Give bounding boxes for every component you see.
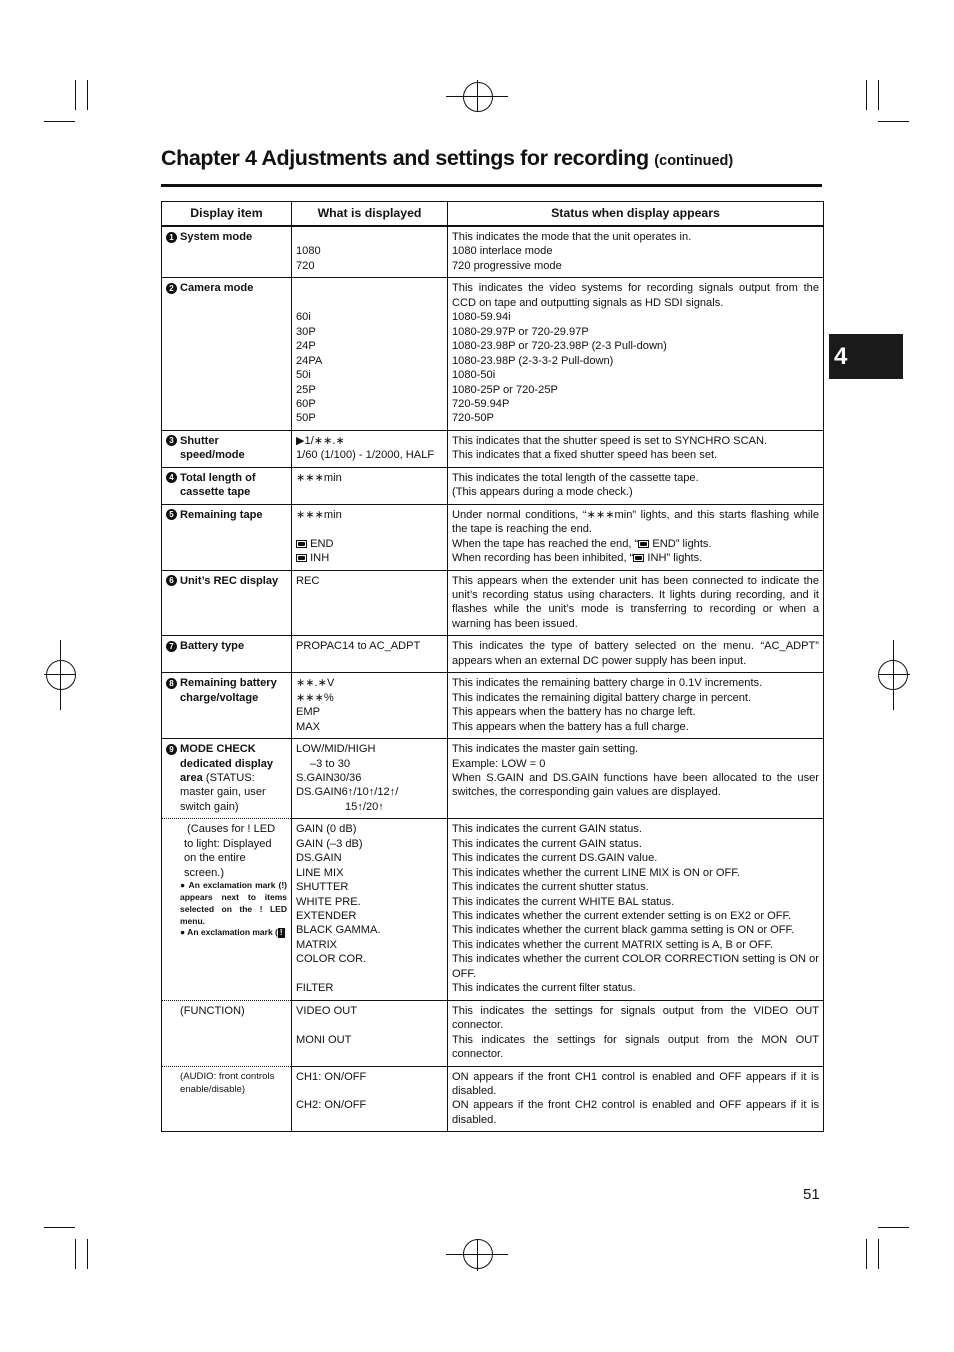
chapter-tab: 4 xyxy=(829,334,903,379)
display-value: ∗∗.∗V xyxy=(296,677,335,690)
status-text: This indicates the settings for signals output from the VIDEO OUT connector. xyxy=(452,1004,819,1032)
item-label: on the entire xyxy=(184,852,246,865)
registration-mark xyxy=(477,80,478,112)
display-value: MAX xyxy=(296,720,321,733)
item-label: (AUDIO: front controls xyxy=(180,1070,275,1082)
status-text: ON appears if the front CH1 control is enabled and OFF appears if it is disabled. xyxy=(452,1070,819,1098)
status-text: 1080-23.98P (2-3-3-2 Pull-down) xyxy=(452,354,614,367)
display-value: PROPAC14 to AC_ADPT xyxy=(296,640,421,653)
status-text: This indicates the video systems for recording signals output from the CCD on tape and outputting signals as HD SDI signals. xyxy=(452,282,819,309)
display-value: 30P xyxy=(296,325,316,338)
display-value: 60P xyxy=(296,397,316,410)
display-value: 24P xyxy=(296,340,316,353)
status-text: This indicates the mode that the unit operates in. xyxy=(452,231,692,243)
item-number-badge: 1 xyxy=(166,232,177,243)
item-label: switch gain) xyxy=(180,800,239,813)
display-value: CH1: ON/OFF xyxy=(296,1070,367,1083)
table-row xyxy=(162,1000,824,1066)
item-label: Battery type xyxy=(180,640,245,653)
display-value: 24PA xyxy=(296,354,323,367)
display-value: ∗∗∗% xyxy=(296,691,334,704)
display-value: EXTENDER xyxy=(296,910,357,923)
page-number: 51 xyxy=(803,1186,820,1203)
display-value: SHUTTER xyxy=(296,881,349,894)
status-text: This indicates whether the current MATRIX setting is A, B or OFF. xyxy=(452,938,774,951)
column-header: What is displayed xyxy=(292,202,448,227)
crop-mark xyxy=(44,1227,75,1228)
registration-mark xyxy=(893,640,894,710)
table-row xyxy=(162,570,824,636)
crop-mark xyxy=(878,1239,879,1269)
status-text: When recording has been inhibited, “ xyxy=(452,552,634,565)
item-label: (STATUS: xyxy=(202,771,255,784)
display-value: CH2: ON/OFF xyxy=(296,1099,367,1112)
crop-mark xyxy=(75,80,76,110)
tape-icon xyxy=(296,540,307,548)
crop-mark xyxy=(866,80,867,110)
crop-mark xyxy=(878,80,879,110)
item-label: charge/voltage xyxy=(180,691,259,704)
status-text: This indicates whether the current LINE MIX is ON or OFF. xyxy=(452,866,740,879)
table-row xyxy=(162,226,824,278)
status-text: INH” lights. xyxy=(644,552,703,565)
display-value: FILTER xyxy=(296,982,334,995)
item-label: speed/mode xyxy=(180,449,245,462)
table-row xyxy=(162,504,824,570)
display-value: WHITE PRE. xyxy=(296,895,361,908)
status-text: This indicates that a fixed shutter speed has been set. xyxy=(452,449,718,462)
item-number-badge: 9 xyxy=(166,744,177,755)
registration-mark xyxy=(878,674,910,675)
display-value: VIDEO OUT xyxy=(296,1004,358,1017)
page-title: Chapter 4 Adjustments and settings for recording (continued) xyxy=(161,146,734,170)
table-row xyxy=(162,430,824,467)
crop-mark xyxy=(87,1239,88,1269)
item-label: Remaining battery xyxy=(180,677,277,690)
status-text: END” lights. xyxy=(649,537,712,550)
status-text: This indicates the master gain setting. xyxy=(452,743,639,756)
item-label: Camera mode xyxy=(180,282,254,295)
item-number-badge: 4 xyxy=(166,472,177,483)
tape-icon xyxy=(296,554,307,562)
display-value: 720 xyxy=(296,259,315,272)
status-text: This indicates the current DS.GAIN value. xyxy=(452,852,658,865)
status-text: This appears when the battery has a full charge. xyxy=(452,720,689,733)
item-label: Unit’s REC display xyxy=(180,574,279,587)
display-value: ∗∗∗min xyxy=(296,508,342,521)
status-text: This indicates the remaining battery charge in 0.1V increments. xyxy=(452,677,763,690)
status-text: This indicates the current filter status. xyxy=(452,982,636,995)
registration-mark xyxy=(463,82,493,112)
status-text: This indicates the type of battery selected on the menu. “AC_ADPT” appears when an external DC power supply has been input. xyxy=(452,640,819,667)
display-table xyxy=(161,201,824,1132)
display-value: 60i xyxy=(296,311,311,324)
crop-mark xyxy=(866,1239,867,1269)
status-text: Under normal conditions, “∗∗∗min” lights, and this starts flashing while the tape is reaching the end. xyxy=(452,508,819,536)
registration-mark xyxy=(477,1239,478,1271)
status-text: 720 progressive mode xyxy=(452,259,562,272)
title-rule xyxy=(161,184,822,187)
status-text: This indicates the current GAIN status. xyxy=(452,823,642,836)
display-value: 1080 xyxy=(296,245,321,258)
status-text: 1080-59.94i xyxy=(452,311,511,324)
item-label: MODE CHECK xyxy=(180,743,256,756)
status-text: This indicates the current shutter status. xyxy=(452,881,649,894)
display-value: INH xyxy=(310,552,330,565)
crop-mark xyxy=(878,121,909,122)
display-value: MONI OUT xyxy=(296,1033,352,1046)
status-text: When S.GAIN and DS.GAIN functions have been allocated to the user switches, the corresponding gain values are displayed. xyxy=(452,771,819,799)
item-number-badge: 3 xyxy=(166,435,177,446)
display-value: LINE MIX xyxy=(296,866,344,879)
table-header-row xyxy=(162,202,824,227)
item-number-badge: 6 xyxy=(166,575,177,586)
display-value: S.GAIN30/36 xyxy=(296,771,362,784)
item-label: screen.) xyxy=(184,866,225,879)
crop-mark xyxy=(878,1227,909,1228)
led-note: ● An exclamation mark (!) appears next to items selected on the ! LED menu. xyxy=(180,880,287,926)
display-value: –3 to 30 xyxy=(310,757,351,770)
display-value: 50i xyxy=(296,369,311,382)
item-label: cassette tape xyxy=(180,486,251,499)
display-value: LOW/MID/HIGH xyxy=(296,743,376,756)
tape-icon xyxy=(638,540,649,548)
display-value: 1/60 (1/100) - 1/2000, HALF xyxy=(296,449,435,462)
status-text: When the tape has reached the end, “ xyxy=(452,537,639,550)
item-label: Total length of xyxy=(180,471,256,484)
display-value: 15↑/20↑ xyxy=(345,800,384,813)
registration-mark xyxy=(46,660,76,690)
table-row xyxy=(162,636,824,673)
table-row xyxy=(162,673,824,739)
status-text: (This appears during a mode check.) xyxy=(452,486,633,499)
display-value: DS.GAIN6↑/10↑/12↑/ xyxy=(296,786,399,799)
table-row xyxy=(162,278,824,431)
status-text: This indicates the current GAIN status. xyxy=(452,837,642,850)
status-text: This indicates the current WHITE BAL status. xyxy=(452,895,675,908)
item-label: master gain, user xyxy=(180,786,266,799)
status-text: This indicates whether the current extender setting is on EX2 or OFF. xyxy=(452,910,792,923)
status-text: This appears when the battery has no charge left. xyxy=(452,706,696,719)
item-label: Shutter xyxy=(180,434,219,447)
item-number-badge: 8 xyxy=(166,678,177,689)
item-label: System mode xyxy=(180,231,253,243)
table-row xyxy=(162,467,824,504)
item-label: (Causes for ! LED xyxy=(187,823,276,836)
display-value: 50P xyxy=(296,412,316,425)
status-text: This indicates whether the current black gamma setting is ON or OFF. xyxy=(452,924,795,937)
status-text: 1080-25P or 720-25P xyxy=(452,383,558,396)
item-number-badge: 2 xyxy=(166,283,177,294)
status-text: Example: LOW = 0 xyxy=(452,757,546,770)
item-label: enable/disable) xyxy=(180,1083,246,1095)
column-header: Status when display appears xyxy=(448,202,824,227)
status-text: 720-59.94P xyxy=(452,397,510,410)
display-value: REC xyxy=(296,574,320,587)
item-number-badge: 5 xyxy=(166,509,177,520)
display-value: DS.GAIN xyxy=(296,852,342,865)
display-value: GAIN (0 dB) xyxy=(296,823,357,836)
column-header: Display item xyxy=(162,202,292,227)
tape-icon xyxy=(633,554,644,562)
item-label: Remaining tape xyxy=(180,508,263,521)
status-text: 1080-23.98P or 720-23.98P (2-3 Pull-down) xyxy=(452,340,667,353)
exclamation-icon: ! xyxy=(279,928,283,938)
status-text: This indicates the settings for signals output from the MON OUT connector. xyxy=(452,1033,819,1061)
status-text: ON appears if the front CH2 control is enabled and OFF appears if it is disabled. xyxy=(452,1099,819,1126)
status-text: This appears when the extender unit has been connected to indicate the unit’s recording status using characters. It lights during recording, and it flashes while the unit’s mode is transferring to recording or when a warning has been issued. xyxy=(452,574,819,630)
crop-mark xyxy=(87,80,88,110)
item-label: dedicated display xyxy=(180,757,274,770)
status-text: This indicates the total length of the cassette tape. xyxy=(452,471,699,484)
display-value: BLACK GAMMA. xyxy=(296,924,381,937)
item-label: (FUNCTION) xyxy=(180,1004,245,1017)
display-value: END xyxy=(310,537,334,550)
item-label: area xyxy=(180,771,203,784)
item-number-badge: 7 xyxy=(166,641,177,652)
crop-mark xyxy=(44,121,75,122)
display-value: GAIN (–3 dB) xyxy=(296,837,363,850)
status-text: This indicates the remaining digital battery charge in percent. xyxy=(452,691,752,704)
display-value: 25P xyxy=(296,383,316,396)
display-value: ▶1/∗∗.∗ xyxy=(296,434,345,447)
status-text: This indicates whether the current COLOR CORRECTION setting is ON or OFF. xyxy=(452,953,819,980)
status-text: 1080-50i xyxy=(452,369,496,382)
table-row xyxy=(162,739,824,819)
display-value: EMP xyxy=(296,706,321,719)
table-row xyxy=(162,1066,824,1132)
status-text: 1080 interlace mode xyxy=(452,245,553,258)
registration-mark xyxy=(60,640,61,710)
display-value: COLOR COR. xyxy=(296,953,367,966)
crop-mark xyxy=(75,1239,76,1269)
item-label: to light: Displayed xyxy=(184,837,272,850)
led-note: ● An exclamation mark ( xyxy=(180,927,278,938)
display-value: ∗∗∗min xyxy=(296,471,342,484)
display-value: MATRIX xyxy=(296,938,338,951)
status-text: 1080-29.97P or 720-29.97P xyxy=(452,325,589,338)
table-row xyxy=(162,819,824,1000)
status-text: 720-50P xyxy=(452,412,494,425)
continued-label: (continued) xyxy=(654,153,734,169)
status-text: This indicates that the shutter speed is set to SYNCHRO SCAN. xyxy=(452,434,768,447)
